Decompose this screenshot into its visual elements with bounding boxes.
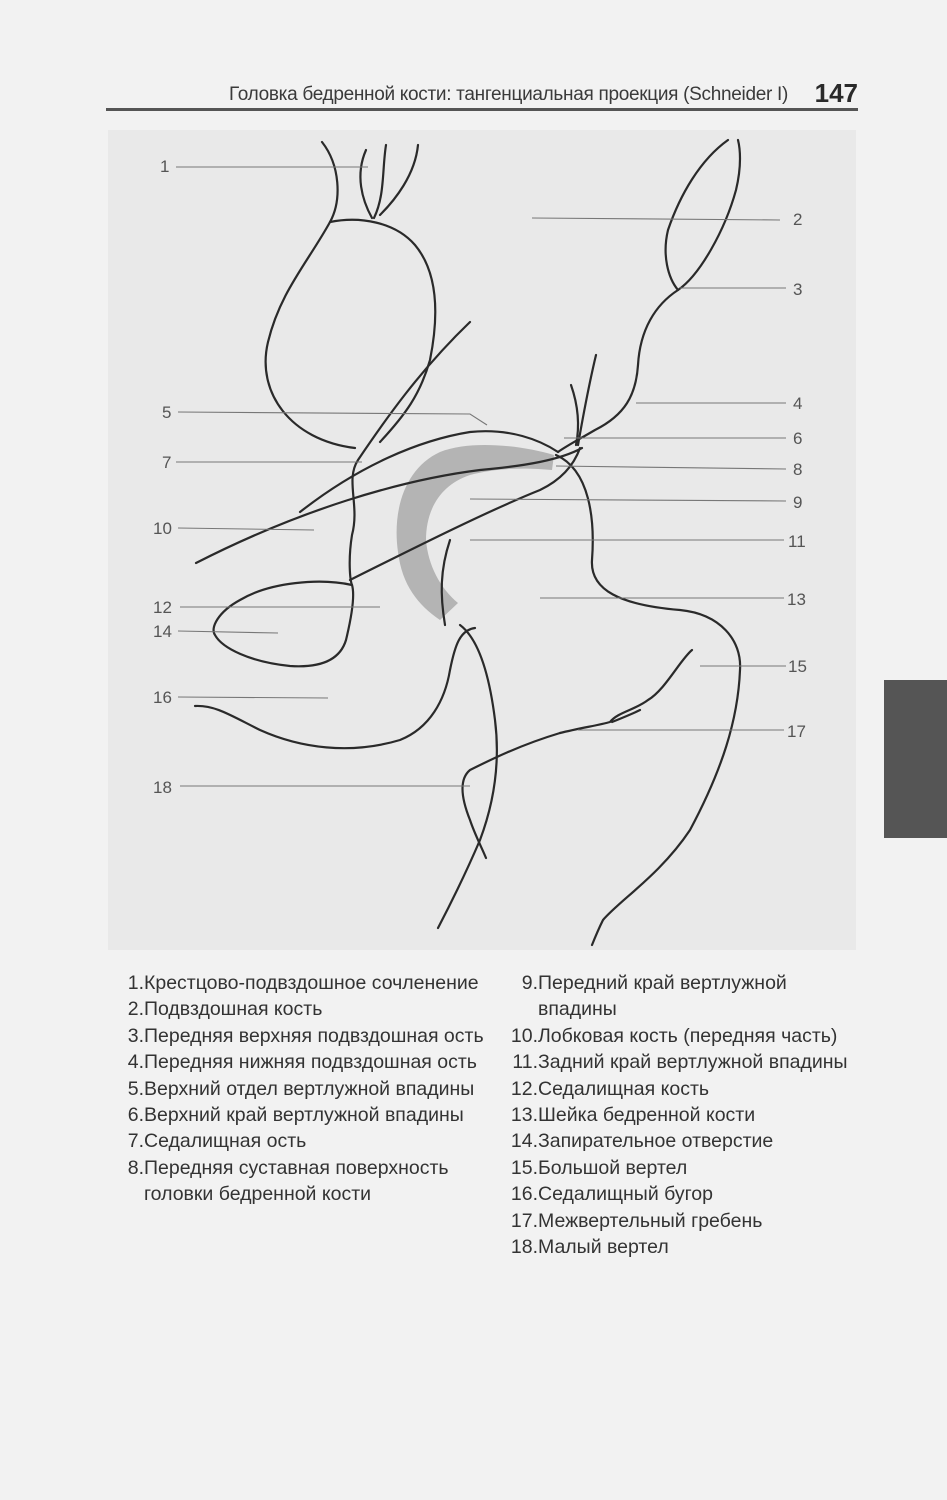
callout-16: 16 — [153, 688, 172, 707]
legend-text: Большой вертел — [538, 1156, 688, 1179]
legend-item — [500, 1234, 850, 1260]
legend-text: Малый вертел — [538, 1236, 669, 1259]
leader-10 — [178, 528, 314, 530]
legend-number: 17. — [510, 1209, 538, 1232]
callout-9: 9 — [793, 493, 803, 512]
legend-text: Передняя суставная поверхность головки бедренной кости — [144, 1156, 449, 1206]
legend-text: Задний край вертлужной впадины — [538, 1051, 848, 1074]
legend-text: Лобковая кость (передняя часть) — [538, 1024, 838, 1047]
legend-item — [500, 1128, 850, 1154]
legend-number: 2. — [127, 998, 144, 1021]
legend-text: Передняя верхняя подвздошная ость — [144, 1024, 484, 1047]
legend-text: Передний край вертлужной впадины — [538, 972, 787, 1021]
legend-text: Седалищная ость — [144, 1130, 307, 1153]
legend-text: Межвертельный гребень — [538, 1209, 763, 1232]
callout-2: 2 — [793, 210, 803, 229]
legend-number: 8. — [127, 1156, 144, 1179]
legend-item — [500, 1181, 850, 1207]
legend-item — [108, 1102, 493, 1128]
leader-8 — [556, 466, 786, 469]
legend-number: 3. — [127, 1024, 144, 1047]
legend-number: 14. — [510, 1130, 538, 1153]
legend-item — [500, 1076, 850, 1102]
legend-number: 1. — [127, 972, 144, 994]
page-number: 147 — [814, 78, 858, 108]
legend-item — [500, 1155, 850, 1181]
legend-number: 18. — [510, 1236, 538, 1259]
legend-item — [108, 1049, 493, 1075]
leader-2 — [532, 218, 780, 220]
legend-right-column — [500, 970, 850, 1260]
legend-left-column — [108, 970, 493, 1208]
legend-number: 11. — [512, 1051, 538, 1074]
legend-number: 15. — [510, 1156, 538, 1179]
legend-text: Верхний отдел вертлужной впадины — [144, 1077, 475, 1100]
legend-number: 5. — [127, 1077, 144, 1100]
legend-text: Передняя нижняя подвздошная ость — [144, 1051, 477, 1074]
ischial-tuberosity — [195, 628, 475, 748]
iliac-crest — [666, 140, 740, 290]
legend-text: Крестцово-подвздошное сочленение — [144, 972, 479, 994]
callout-18: 18 — [153, 778, 172, 797]
callout-6: 6 — [793, 429, 803, 448]
callout-4: 4 — [793, 394, 803, 413]
callout-11: 11 — [788, 532, 806, 551]
legend-text: Седалищный бугор — [538, 1183, 713, 1206]
callout-8: 8 — [793, 460, 803, 479]
ilium-inner-line — [330, 220, 435, 442]
legend-item — [108, 970, 493, 996]
callout-7: 7 — [162, 453, 172, 472]
ilium-anterior-border — [558, 290, 678, 452]
callout-10: 10 — [153, 519, 172, 538]
legend-item — [500, 1023, 850, 1049]
legend-number: 12. — [510, 1077, 538, 1100]
callout-5: 5 — [162, 403, 172, 422]
legend-number: 16. — [510, 1183, 538, 1206]
legend-item — [500, 1208, 850, 1234]
legend-item — [500, 1049, 850, 1075]
leader-5 — [178, 412, 487, 425]
lesser-trochanter — [462, 733, 560, 858]
legend-item — [500, 1102, 850, 1128]
leader-14 — [178, 631, 278, 633]
legend-number: 7. — [127, 1130, 144, 1153]
callout-13: 13 — [787, 590, 806, 609]
callout-17: 17 — [787, 722, 806, 741]
legend-text: Седалищная кость — [538, 1077, 710, 1100]
legend-text: Запирательное отверстие — [538, 1130, 774, 1153]
legend-item — [108, 1076, 493, 1102]
legend-item — [108, 996, 493, 1022]
legend-item — [108, 1155, 493, 1208]
leader-16 — [178, 697, 328, 698]
legend-text: Шейка бедренной кости — [538, 1104, 756, 1127]
callout-1: 1 — [160, 157, 170, 176]
running-title: Головка бедренной кости: тангенциальная проекция (Schneider I) — [229, 84, 788, 105]
femur-medial-line — [438, 625, 497, 928]
legend-text: Подвздошная кость — [144, 998, 323, 1021]
callout-15: 15 — [788, 657, 807, 676]
sacroiliac-joint-line-b — [374, 145, 386, 218]
intertrochanteric-crest — [560, 650, 692, 733]
sacroiliac-outline — [266, 142, 355, 448]
sacroiliac-joint-line-a — [360, 150, 372, 218]
legend-item — [500, 970, 850, 1023]
legend-number: 4. — [127, 1051, 144, 1074]
legend-item — [108, 1128, 493, 1154]
callout-3: 3 — [793, 280, 803, 299]
section-thumb-tab — [884, 680, 947, 838]
legend-number: 6. — [127, 1104, 144, 1127]
anterior-inferior-spine-b — [571, 385, 578, 445]
callout-12: 12 — [153, 598, 172, 617]
obturator-foramen — [214, 582, 354, 667]
callout-14: 14 — [153, 622, 172, 641]
superior-pubic-line — [196, 448, 582, 563]
legend-number: 9. — [521, 972, 538, 994]
legend-text: Верхний край вертлужной впадины — [144, 1104, 464, 1127]
legend-number: 10. — [510, 1024, 538, 1047]
legend-item — [108, 1023, 493, 1049]
legend-number: 13. — [510, 1104, 538, 1127]
